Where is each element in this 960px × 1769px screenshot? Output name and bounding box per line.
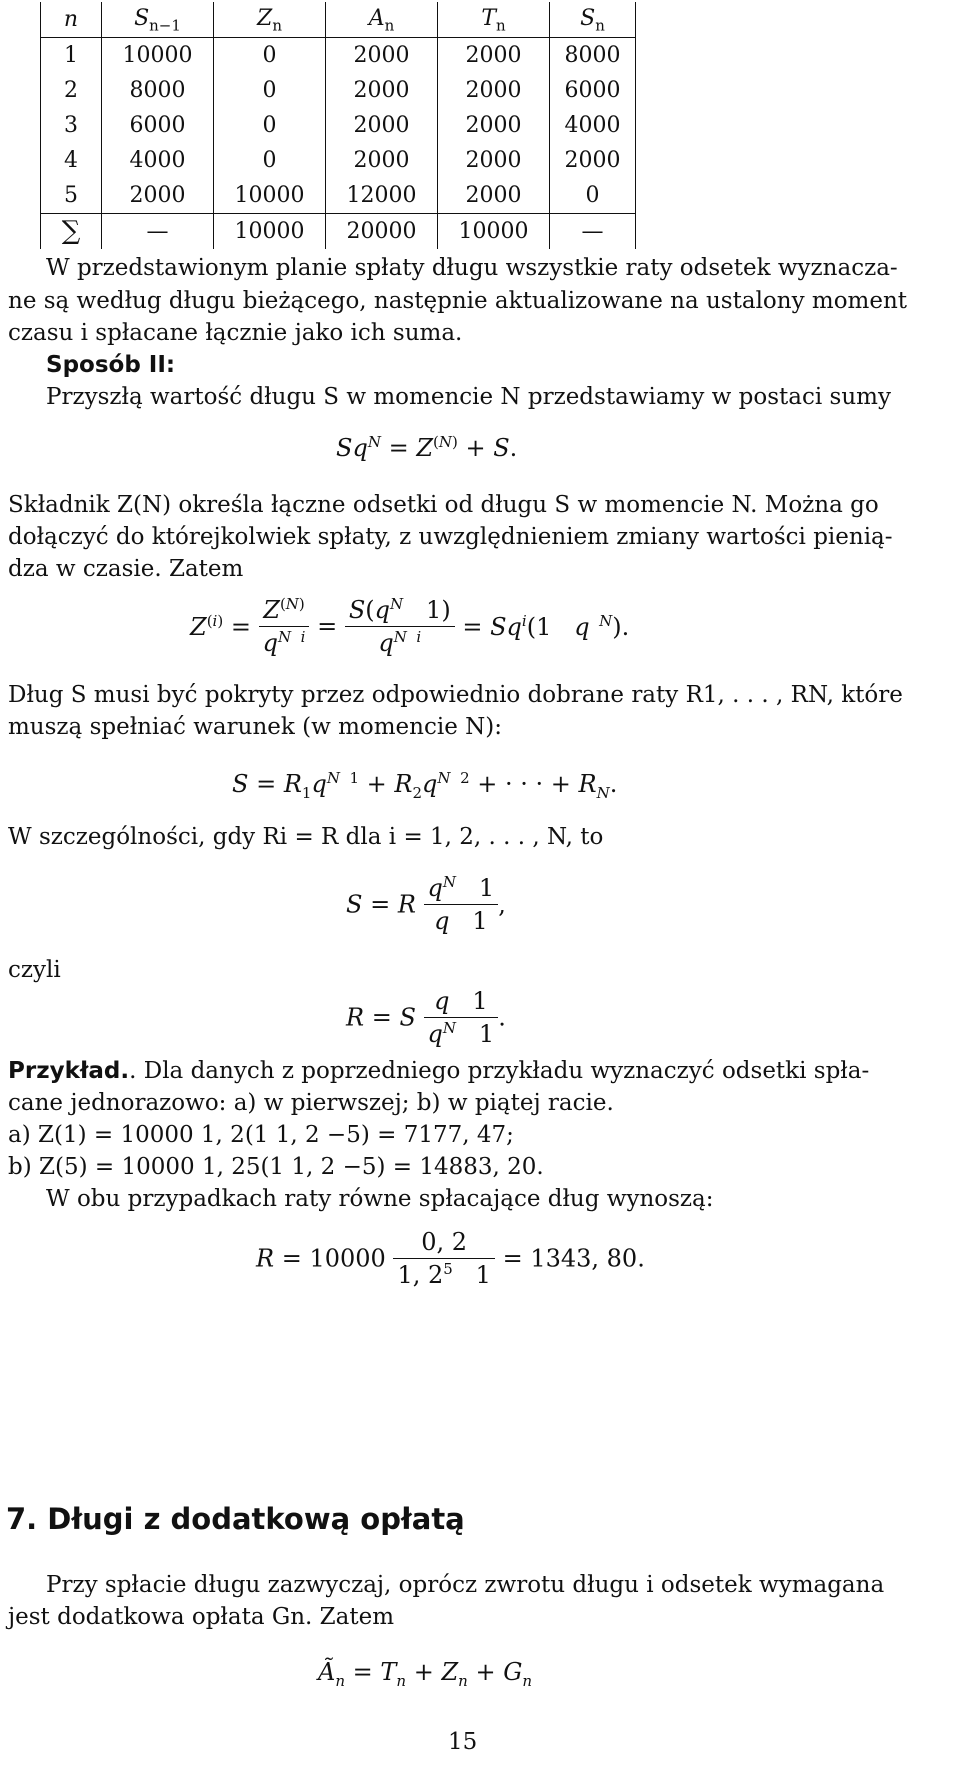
table-cell: 2000 xyxy=(550,143,636,178)
page-number: 15 xyxy=(448,1729,478,1755)
paragraph-line: W szczególności, gdy Ri = R dla i = 1, 2, . . . , N, to xyxy=(8,824,604,850)
equation-future-value: $Sq^N = Z^{(N)} + S$. xyxy=(336,433,518,462)
table-row xyxy=(41,73,636,108)
equation-s-equal-installments: S = R $\frac{q^N 1}{q 1}$ , xyxy=(346,872,506,938)
table-cell: 4000 xyxy=(550,108,636,143)
paragraph-line: Przyszłą wartość długu S w momencie N przedstawiamy w postaci sumy xyxy=(46,384,891,410)
paragraph-line: W obu przypadkach raty równe spłacające dług wynoszą: xyxy=(46,1186,714,1212)
table-cell: 20000 xyxy=(326,214,438,250)
table-cell: 10000 xyxy=(102,38,214,74)
table-cell: 10000 xyxy=(438,214,550,250)
method-heading: Sposób II: xyxy=(46,352,176,378)
table-cell: 6000 xyxy=(102,108,214,143)
example-line xyxy=(8,1056,918,1087)
paragraph-line: cane jednorazowo: a) w pierwszej; b) w piątej racie. xyxy=(8,1090,614,1116)
table-cell: 12000 xyxy=(326,178,438,214)
example-text: . Dla danych z poprzedniego przykładu wyznaczyć odsetki spła- xyxy=(129,1058,870,1084)
header-cell: $A_n$ xyxy=(326,2,438,38)
example-part-a: a) Z(1) = 10000 1, 2(1 1, 2 −5) = 7177, 47; xyxy=(8,1122,514,1148)
table-cell: 10000 xyxy=(214,214,326,250)
header-cell: $T_n$ xyxy=(438,2,550,38)
table-cell: 2000 xyxy=(438,38,550,74)
header-cell: $S_{n-1}$ xyxy=(102,2,214,38)
table-cell: 2000 xyxy=(326,108,438,143)
table-cell: 10000 xyxy=(214,178,326,214)
table-cell: — xyxy=(102,214,214,250)
paragraph-word: czyli xyxy=(8,957,61,983)
paragraph-line: czasu i spłacane łącznie jako ich suma. xyxy=(8,320,463,346)
table-cell: 2000 xyxy=(326,143,438,178)
paragraph-line: W przedstawionym planie spłaty długu wszystkie raty odsetek wyznacza- xyxy=(46,255,898,281)
table-cell: 0 xyxy=(214,108,326,143)
table-cell: 6000 xyxy=(550,73,636,108)
paragraph-line: dołączyć do którejkolwiek spłaty, z uwzględnieniem zmiany wartości pienią- xyxy=(8,524,893,550)
table-cell: 0 xyxy=(214,73,326,108)
equation-r-installment: R = S $\frac{q 1}{q^N 1}$ . xyxy=(346,985,506,1051)
header-cell: $S_n$ xyxy=(550,2,636,38)
sum-symbol: ∑ xyxy=(41,214,102,250)
equation-installment-with-fee: $Ã_n = T_n + Z_n + G_n$ xyxy=(318,1658,533,1690)
paragraph-line: Składnik Z(N) określa łączne odsetki od długu S w momencie N. Można go xyxy=(8,492,879,518)
table-cell: 2000 xyxy=(326,38,438,74)
section-title: 7. Długi z dodatkową opłatą xyxy=(6,1502,465,1536)
table-cell: 2000 xyxy=(438,108,550,143)
table-sum-row xyxy=(41,214,636,250)
table-row xyxy=(41,178,636,214)
table-cell: 5 xyxy=(41,178,102,214)
table-cell: 2000 xyxy=(326,73,438,108)
paragraph-line: Dług S musi być pokryty przez odpowiednio dobrane raty R1, . . . , RN, które xyxy=(8,682,903,708)
table-cell: 0 xyxy=(550,178,636,214)
equation-example-installment: R = 10000 $\frac{0, 2}{1, 2^5 1}$ = 1343, 80. xyxy=(256,1226,645,1292)
example-part-b: b) Z(5) = 10000 1, 25(1 1, 2 −5) = 14883, 20. xyxy=(8,1154,544,1180)
table-header-row xyxy=(41,2,636,38)
table-cell: 2000 xyxy=(102,178,214,214)
table-cell: 8000 xyxy=(102,73,214,108)
paragraph-line: ne są według długu bieżącego, następnie aktualizowane na ustalony moment xyxy=(8,288,908,314)
paragraph-line: Przy spłacie długu zazwyczaj, oprócz zwrotu długu i odsetek wymagana xyxy=(46,1572,885,1598)
header-cell: $Z_n$ xyxy=(214,2,326,38)
paragraph-line: dza w czasie. Zatem xyxy=(8,556,244,582)
paragraph-line: muszą spełniać warunek (w momencie N): xyxy=(8,714,502,740)
table-row xyxy=(41,38,636,74)
table-cell: 4000 xyxy=(102,143,214,178)
table-cell: 2000 xyxy=(438,178,550,214)
table-cell: — xyxy=(550,214,636,250)
header-cell: n xyxy=(41,2,102,38)
amortization-table xyxy=(40,2,636,249)
table-row xyxy=(41,143,636,178)
table-row xyxy=(41,108,636,143)
paragraph-line: jest dodatkowa opłata Gn. Zatem xyxy=(8,1604,395,1630)
table-cell: 0 xyxy=(214,38,326,74)
table-cell: 1 xyxy=(41,38,102,74)
equation-debt-sum: $S = R_1q^{N 1} + R_2q^{N 2}$ + · · · + $R_N$. xyxy=(232,769,618,802)
table-cell: 3 xyxy=(41,108,102,143)
table-cell: 8000 xyxy=(550,38,636,74)
table-cell: 4 xyxy=(41,143,102,178)
example-label: Przykład. xyxy=(8,1058,130,1084)
table-cell: 2000 xyxy=(438,73,550,108)
table-cell: 2000 xyxy=(438,143,550,178)
equation-interest-z-i: $Z^{(i)}$ = $\frac{Z^{(N)}}{q^{N i}}$ = $\frac{S(q^N 1)}{q^{N i}}$ = $Sq^i(1$ q $^N$). xyxy=(190,594,629,660)
table-cell: 2 xyxy=(41,73,102,108)
table-cell: 0 xyxy=(214,143,326,178)
